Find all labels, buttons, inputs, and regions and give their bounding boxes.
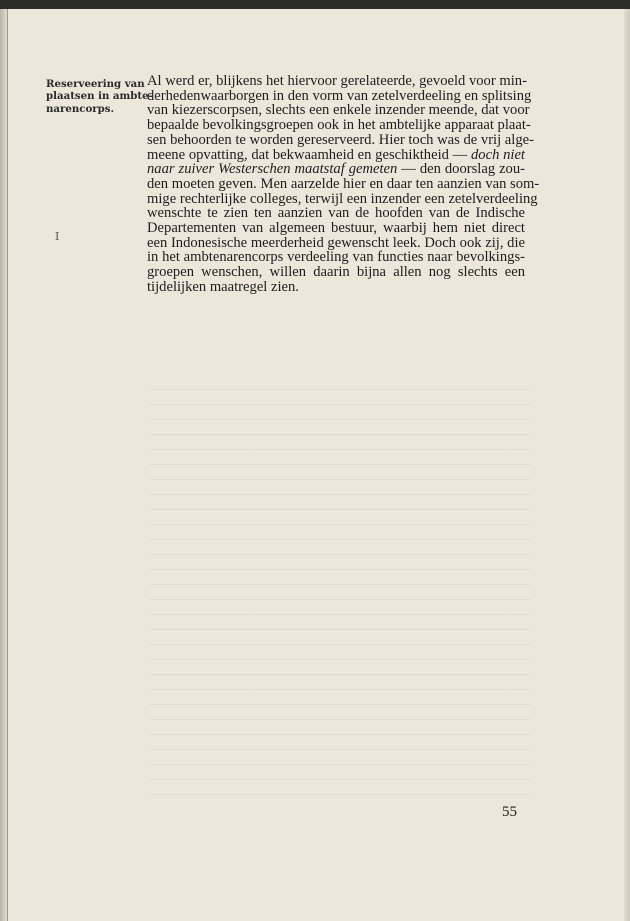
- page-number: 55: [502, 804, 517, 820]
- margin-heading-line: Reserveering van: [46, 78, 145, 90]
- text-line: tijdelijken maatregel zien.: [147, 278, 299, 295]
- text-line: wenschte te zien ten aanzien van de hoofden van de Indische: [147, 205, 525, 222]
- text-segment: — den doorslag zou-: [397, 161, 525, 178]
- text-line: Departementen van algemeen bestuur, waarbij hem niet direct: [147, 220, 525, 237]
- text-line: een Indonesische meerderheid gewenscht leek. Doch ook zij, die: [147, 234, 525, 251]
- binding-line: [7, 9, 8, 921]
- text-line: mige rechterlijke colleges, terwijl een inzender een zetelverdeeling: [147, 190, 538, 207]
- text-line: derhedenwaarborgen in den vorm van zetelverdeeling en splitsing: [147, 87, 532, 104]
- margin-heading: [46, 78, 153, 115]
- scan-top-edge: [0, 0, 630, 9]
- text-line: [147, 162, 525, 177]
- margin-heading-line: plaatsen in ambte-: [46, 90, 153, 103]
- text-line: bepaalde bevolkingsgroepen ook in het ambtelijke apparaat plaat-: [147, 117, 531, 134]
- text-line: [147, 148, 525, 163]
- bleed-through-text: [150, 380, 530, 800]
- text-line: den moeten geven. Men aarzelde hier en daar ten aanzien van som-: [147, 175, 540, 192]
- text-segment: meene opvatting, dat bekwaamheid en geschiktheid —: [147, 146, 471, 163]
- text-line: Al werd er, blijkens het hiervoor gerelateerde, gevoeld voor min-: [147, 73, 527, 89]
- italic-segment: naar zuiver Westerschen maatstaf gemeten: [147, 161, 398, 178]
- text-line: sen behoorden te worden gereserveerd. Hier toch was de vrij alge-: [147, 131, 534, 148]
- text-line: van kiezerscorpsen, slechts een enkele inzender meende, dat voor: [147, 102, 530, 119]
- text-line: in het ambtenarencorps verdeeling van functies naar bevolkings-: [147, 249, 525, 266]
- scan-right-edge: [624, 9, 630, 921]
- body-paragraph: [147, 73, 540, 295]
- italic-segment: doch niet: [471, 146, 525, 163]
- margin-heading-line: narencorps.: [46, 102, 115, 115]
- text-line: groepen wenschen, willen daarin bijna allen nog slechts een: [147, 264, 525, 281]
- margin-mark: I: [55, 230, 60, 243]
